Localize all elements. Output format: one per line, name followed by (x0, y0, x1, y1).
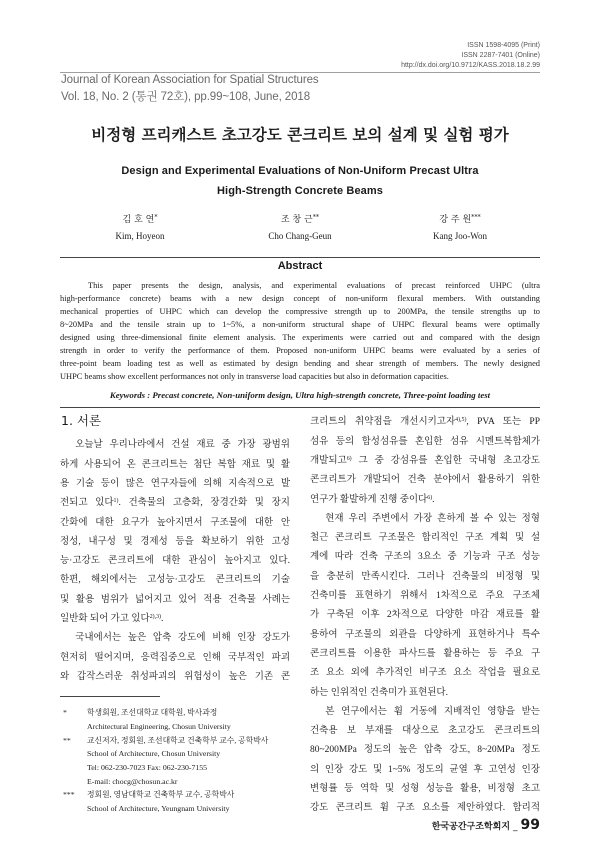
footnote-line: 학생회원, 조선대학교 대학원, 박사과정 (87, 708, 218, 718)
author-affiliation-mark: ** (312, 214, 320, 222)
line-text: 연구가 활발하게 진행 중이다 (310, 494, 428, 505)
page-footer (432, 815, 540, 836)
issn-print: ISSN 1598-4095 (Print) (467, 42, 540, 49)
text-line (60, 292, 540, 305)
footnote-item (60, 706, 290, 733)
line-text: 용 기술 등이 많은 연구자들에 의해 지속적으로 발 (60, 478, 290, 489)
line-text: 용하여 구조물의 외관을 다양하게 표현하거나 특수 (310, 629, 540, 640)
text-line (310, 703, 540, 722)
line-text: 및 활용 범위가 넓어지고 있어 적용 건축물 사례는 (60, 594, 290, 605)
citation-superscript: 1) (113, 498, 119, 505)
line-text: 능·고강도 콘크리트에 대한 관심이 높아지고 있다. (60, 556, 290, 567)
author (60, 212, 220, 244)
author-name-korean (60, 212, 220, 228)
citation-superscript: 6) (346, 456, 352, 462)
footnote-text (87, 788, 234, 815)
abstract-divider (60, 257, 540, 258)
text-line (60, 610, 290, 629)
text-line (60, 305, 540, 318)
text-line (60, 494, 290, 513)
footnote-text (87, 734, 268, 789)
line-text: mechanical properties of UHPC which can develop the compressive strength up to 200MPa, the tensile strengths up to (60, 307, 540, 316)
paragraph (60, 436, 290, 629)
keywords-text: Precast concrete, Non-uniform design, Ultra high-strength concrete, Three-point loading test (152, 390, 491, 400)
text-line (310, 433, 540, 452)
text-line (60, 533, 290, 552)
line-text: 섬유 등의 합성섬유를 혼입한 섬유 시멘트복합체가 (310, 436, 540, 447)
text-line (60, 357, 540, 370)
line-text: 개발되고 (310, 455, 347, 466)
paragraph (60, 279, 540, 383)
footnote-email: E-mail: chocg@chosun.ac.kr (87, 776, 178, 786)
line-text: 가 구축된 이후 2차적으로 다양한 마감 재료를 활 (310, 610, 540, 621)
line-text: 한편, 해외에서는 고성능·고강도 콘크리트의 기술 (60, 575, 290, 586)
text-line (310, 645, 540, 664)
text-line (60, 571, 290, 590)
author (380, 212, 540, 244)
author-name-korean (380, 212, 540, 228)
line-text: 건축미를 표현하기 위해서 1차적으로 주요 구조체 (310, 591, 540, 602)
line-text: 오늘날 우리나라에서 건설 재료 중 가장 광범위 (75, 440, 290, 451)
author-name-english: Kang Joo-Won (432, 231, 488, 241)
paper-title-english-line: High-Strength Concrete Beams (217, 185, 383, 197)
line-text: 일반화 되어 가고 있다 (60, 614, 150, 625)
text-line (60, 436, 290, 455)
author-affiliation-mark: * (154, 214, 158, 222)
footnote-mark: ** (63, 735, 71, 745)
text-line (310, 587, 540, 606)
text-line (310, 471, 540, 490)
page-number: 99 (520, 817, 540, 833)
line-text: 와 갑작스러운 취성파괴의 위험성이 높은 기존 콘 (60, 671, 290, 682)
text-line (310, 722, 540, 741)
text-line (60, 370, 540, 383)
keywords (60, 389, 540, 402)
line-text: 강도 콘크리트 휨 구조 요소를 제안하였다. 합리적 (310, 803, 540, 814)
footer-separator: _ (513, 822, 518, 832)
paragraph (60, 629, 290, 687)
line-text: 하게 사용되어 온 콘크리트는 첨단 복합 재료 및 활 (60, 459, 290, 470)
line-text: 변형률 등 역학 및 성형 성능을 활용, 비정형 초고 (310, 783, 540, 794)
line-text: UHPC beams show excellent performances not only in transverse load capacities but also in deformation capacities. (60, 372, 449, 381)
paragraph (310, 703, 540, 819)
line-text: 조 요소 외에 추가적인 비구조 요소 작업을 필요로 (310, 668, 540, 679)
footnote-line: 정회원, 영남대학교 건축학부 교수, 공학박사 (87, 790, 235, 800)
line-text: high-performance concrete) beams with a new design concept of non-uniform flexural members. With outstanding (60, 294, 540, 303)
line-text: 현저히 떨어지며, 응력집중으로 인해 국부적인 파괴 (60, 652, 290, 663)
abstract-heading: Abstract (277, 260, 323, 272)
line-text: 콘크리트를 이용한 파사드를 활용하는 등 주요 구 (310, 648, 540, 659)
line-text: 콘크리트가 개발되어 건축 분야에서 활용하기 위한 (310, 475, 540, 486)
body-column-right (310, 413, 540, 818)
text-line (60, 279, 540, 292)
line-text: 의 인장 강도 및 1~5% 정도의 균열 후 고연성 인장 (310, 764, 540, 775)
author-name: 강 주 원 (439, 215, 472, 225)
paper-title-english-line: Design and Experimental Evaluations of Non-Uniform Precast Ultra (121, 165, 479, 177)
citation-superscript: 6) (427, 494, 433, 501)
footnote-item (60, 788, 290, 815)
text-line (60, 649, 290, 668)
text-line (60, 668, 290, 687)
keywords-label: Keywords : (109, 390, 151, 400)
line-text: . (432, 494, 435, 505)
footnotes (60, 706, 290, 816)
line-text: 크리트의 취약점을 개선시키고자 (310, 417, 456, 428)
journal-identifiers (401, 41, 540, 71)
text-line (310, 491, 540, 510)
text-line (310, 568, 540, 587)
line-text: 80~200MPa 정도의 높은 압축 강도, 8~20MPa 정도 (310, 745, 540, 756)
keywords-divider (60, 407, 540, 408)
footer-journal-name: 한국공간구조학회지 (431, 822, 511, 832)
text-line (310, 741, 540, 760)
paper-title-english (0, 161, 600, 201)
text-line (60, 475, 290, 494)
line-text: , PVA 또는 PP (466, 417, 540, 428)
journal-name: Journal of Korean Association for Spatial Structures (61, 74, 319, 86)
footnote-phone-fax: Tel: 062-230-7023 Fax: 062-230-7155 (87, 762, 208, 772)
abstract-body (60, 279, 540, 383)
issn-online: ISSN 2287-7401 (Online) (461, 52, 540, 59)
text-line (60, 456, 290, 475)
text-line (310, 413, 540, 432)
text-line (310, 780, 540, 799)
text-line (310, 510, 540, 529)
line-text: 국내에서는 높은 압축 강도에 비해 인장 강도가 (75, 633, 290, 644)
text-line (60, 552, 290, 571)
line-text: 현재 우리 주변에서 가장 흔하게 볼 수 있는 정형 (325, 513, 540, 524)
section-heading-introduction: 1. 서론 (61, 413, 102, 428)
citation-superscript: 4),5) (455, 417, 467, 424)
text-line (310, 761, 540, 780)
line-text: This paper presents the design, analysis, and experimental evaluations of precast reinforced UHPC (ultra (88, 281, 540, 290)
author-name-korean (220, 212, 380, 228)
text-line (310, 684, 540, 703)
line-text: . 건축물의 고층화, 장경간화 및 장지 (118, 498, 290, 509)
footnote-line: Architectural Engineering, Chosun University (87, 721, 231, 731)
line-text: 본 연구에서는 휨 거동에 지배적인 영향을 받는 (325, 706, 540, 717)
footnote-line: 교신저자, 정회원, 조선대학교 건축학부 교수, 공학박사 (87, 735, 269, 745)
author-name-english: Kim, Hoyeon (115, 231, 165, 241)
author-name: 김 호 연 (122, 215, 155, 225)
text-line (60, 318, 540, 331)
text-line (60, 344, 540, 357)
text-line (310, 664, 540, 683)
footnote-line: School of Architecture, Chosun University (87, 749, 221, 759)
footnote-item (60, 734, 290, 789)
author (220, 212, 380, 244)
line-text: 전되고 있다 (60, 498, 114, 509)
footnote-text (87, 706, 231, 733)
text-line (310, 452, 540, 471)
text-line (60, 331, 540, 344)
text-line (310, 529, 540, 548)
text-line (60, 591, 290, 610)
line-text: 계에 따라 건축 구조의 3요소 중 기능과 구조 성능 (310, 552, 540, 563)
line-text: 을 충분히 만족시킨다. 그러나 건축물의 비정형 및 (310, 571, 540, 582)
line-text: 건축용 보 부재를 대상으로 초고강도 콘크리트의 (310, 726, 540, 737)
line-text: three-point beam loading test as well as estimated by design bending and shear strength of members. The newly designed (60, 359, 540, 368)
text-line (310, 606, 540, 625)
line-text: designed using three-dimensional finite element analysis. The experiments were carried out and compared with the design (60, 333, 540, 342)
footnote-mark: *** (63, 790, 75, 800)
text-line (310, 626, 540, 645)
line-text: 그 중 강섬유를 혼입한 국내형 초고강도 (351, 455, 540, 466)
doi-link[interactable]: http://dx.doi.org/10.9712/KASS.2018.18.2.99 (401, 62, 540, 69)
body-column-left (60, 436, 290, 687)
footnote-mark: * (63, 708, 67, 718)
author-list (60, 212, 540, 244)
line-text: 하는 인위적인 건축미가 표현된다. (310, 687, 448, 698)
footnote-divider (60, 696, 160, 697)
author-name: 조 창 근 (280, 215, 313, 225)
citation-superscript: 2),3) (149, 614, 161, 621)
line-text: 철근 콘크리트 구조물은 합리적인 구조 계획 및 설 (310, 533, 540, 544)
author-affiliation-mark: *** (471, 214, 481, 222)
paper-title-korean: 비정형 프리캐스트 초고강도 콘크리트 보의 설계 및 실험 평가 (91, 126, 509, 144)
footnote-line: School of Architecture, Yeungnam University (87, 803, 230, 813)
line-text: 간화에 대한 요구가 높아지면서 구조물에 대한 안 (60, 517, 290, 528)
text-line (310, 548, 540, 567)
paragraph (310, 510, 540, 703)
author-name-english: Cho Chang-Geun (268, 231, 332, 241)
text-line (60, 629, 290, 648)
line-text: . (160, 614, 164, 625)
line-text: 8~20MPa and the tensile strain up to 1~5%, a non-uniform structural shape of UHPC flexural beams were optimally (60, 320, 540, 329)
text-line (60, 514, 290, 533)
paragraph (310, 413, 540, 509)
line-text: strength in order to verify the performance of them. Proposed non-uniform UHPC beams were evaluated by a series of (60, 346, 540, 355)
line-text: 정성, 내구성 및 경제성 등을 확보하기 위한 고성 (60, 536, 290, 547)
journal-volume-info: Vol. 18, No. 2 (통권 72호), pp.99~108, June, 2018 (61, 91, 310, 103)
